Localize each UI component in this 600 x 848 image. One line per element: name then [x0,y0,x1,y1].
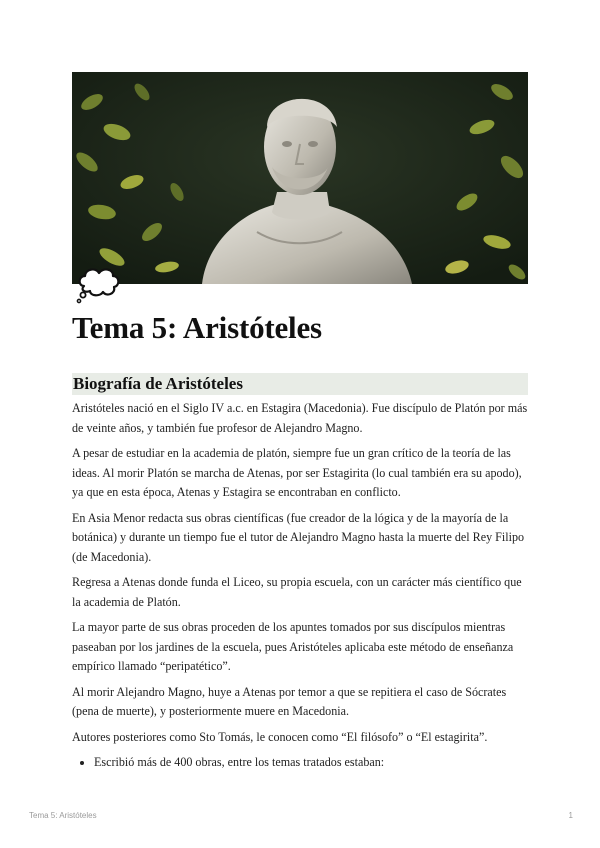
paragraph: En Asia Menor redacta sus obras científicas (fue creador de la lógica y de la mayoría de la botánica) y durante un tiempo fue el tutor de Alejandro Magno hasta la muerte del Rey Filipo (de Macedonia). [72,510,525,564]
bullet-list [72,753,528,773]
paragraph: Al morir Alejandro Magno, huye a Atenas por temor a que se repitiera el caso de Sócrates (pena de muerte), y posteriormente muere en Macedonia. [72,684,507,718]
cover-image [72,72,528,284]
paragraph: Autores posteriores como Sto Tomás, le conocen como “El filósofo” o “El estagirita”. [72,729,488,744]
paragraph: A pesar de estudiar en la academia de platón, siempre fue un gran crítico de la teoría de las ideas. Al morir Platón se marcha de Atenas, por ser Estagirita (lo cual también era su apodo), ya que en esta época, Atenas y Estagira se encontraban en conflicto. [72,446,522,499]
page-number: 1 [568,811,573,820]
paragraph: Aristóteles nació en el Siglo IV a.c. en Estagira (Macedonia). Fue discípulo de Platón por más de veinte años, y también fue profesor de Alejandro Magno. [72,401,528,435]
paragraph: Regresa a Atenas donde funda el Liceo, su propia escuela, con un carácter más científico que la academia de Platón. [72,575,522,609]
list-item: • Escribió más de 400 obras, entre los temas tratados estaban: [94,753,528,773]
section-heading: Biografía de Aristóteles [72,373,528,395]
aristotle-bust-illustration [72,72,528,284]
thought-bubble-icon [74,264,122,306]
section-body [72,399,528,773]
page-title: Tema 5: Aristóteles [72,310,322,345]
paragraph: La mayor parte de sus obras proceden de los apuntes tomados por sus discípulos mientras paseaban por los jardines de la escuela, pues Aristóteles aplicaba este método de enseñanza empírico llamado “peripatético”. [72,620,514,673]
footer-title: Tema 5: Aristóteles [29,811,97,820]
